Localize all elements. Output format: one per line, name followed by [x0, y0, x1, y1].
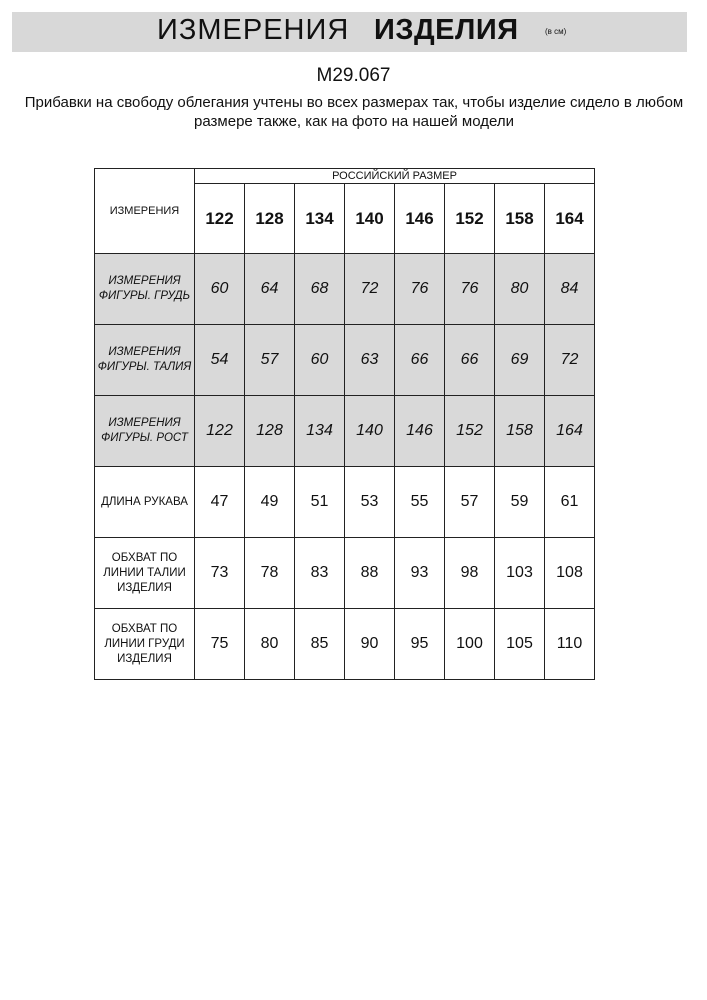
table-row — [95, 467, 595, 538]
table-row — [95, 254, 595, 325]
table-row — [95, 609, 595, 680]
value-cell: 164 — [545, 396, 595, 467]
value-cell: 80 — [245, 609, 295, 680]
value-cell: 158 — [495, 396, 545, 467]
row-label: ИЗМЕРЕНИЯ ФИГУРЫ. ГРУДЬ — [95, 254, 195, 325]
row-label: ДЛИНА РУКАВА — [95, 467, 195, 538]
value-cell: 72 — [345, 254, 395, 325]
value-cell: 75 — [195, 609, 245, 680]
value-cell: 84 — [545, 254, 595, 325]
value-cell: 83 — [295, 538, 345, 609]
value-cell: 57 — [445, 467, 495, 538]
row-label: ИЗМЕРЕНИЯ ФИГУРЫ. ТАЛИЯ — [95, 325, 195, 396]
value-cell: 59 — [495, 467, 545, 538]
value-cell: 90 — [345, 609, 395, 680]
header-title-bold: ИЗДЕЛИЯ — [374, 14, 519, 46]
size-header-cell: 152 — [445, 184, 495, 254]
corner-label: ИЗМЕРЕНИЯ — [95, 169, 195, 254]
value-cell: 60 — [295, 325, 345, 396]
value-cell: 152 — [445, 396, 495, 467]
value-cell: 66 — [395, 325, 445, 396]
row-label: ОБХВАТ ПО ЛИНИИ ТАЛИИ ИЗДЕЛИЯ — [95, 538, 195, 609]
header-title-light: ИЗМЕРЕНИЯ — [157, 14, 350, 46]
value-cell: 95 — [395, 609, 445, 680]
value-cell: 55 — [395, 467, 445, 538]
value-cell: 47 — [195, 467, 245, 538]
value-cell: 134 — [295, 396, 345, 467]
value-cell: 146 — [395, 396, 445, 467]
value-cell: 140 — [345, 396, 395, 467]
value-cell: 72 — [545, 325, 595, 396]
value-cell: 88 — [345, 538, 395, 609]
value-cell: 76 — [395, 254, 445, 325]
table-row — [95, 325, 595, 396]
value-cell: 49 — [245, 467, 295, 538]
value-cell: 105 — [495, 609, 545, 680]
value-cell: 69 — [495, 325, 545, 396]
size-header-cell: 158 — [495, 184, 545, 254]
value-cell: 66 — [445, 325, 495, 396]
size-header-cell: 134 — [295, 184, 345, 254]
group-label: РОССИЙСКИЙ РАЗМЕР — [195, 169, 595, 184]
table-row — [95, 396, 595, 467]
table-header-row — [95, 169, 595, 184]
value-cell: 122 — [195, 396, 245, 467]
value-cell: 93 — [395, 538, 445, 609]
value-cell: 78 — [245, 538, 295, 609]
value-cell: 103 — [495, 538, 545, 609]
value-cell: 98 — [445, 538, 495, 609]
size-table — [94, 168, 595, 680]
value-cell: 57 — [245, 325, 295, 396]
article-code: M29.067 — [316, 65, 391, 86]
value-cell: 61 — [545, 467, 595, 538]
header-band — [12, 12, 687, 52]
value-cell: 108 — [545, 538, 595, 609]
value-cell: 51 — [295, 467, 345, 538]
value-cell: 100 — [445, 609, 495, 680]
size-header-cell: 146 — [395, 184, 445, 254]
value-cell: 80 — [495, 254, 545, 325]
value-cell: 53 — [345, 467, 395, 538]
value-cell: 54 — [195, 325, 245, 396]
value-cell: 64 — [245, 254, 295, 325]
value-cell: 110 — [545, 609, 595, 680]
fit-note: Прибавки на свободу облегания учтены во всех размерах так, чтобы изделие сидело в любом размере также, как на фото на нашей модели — [24, 94, 684, 130]
value-cell: 63 — [345, 325, 395, 396]
value-cell: 68 — [295, 254, 345, 325]
value-cell: 76 — [445, 254, 495, 325]
row-label: ОБХВАТ ПО ЛИНИИ ГРУДИ ИЗДЕЛИЯ — [95, 609, 195, 680]
value-cell: 73 — [195, 538, 245, 609]
table-row — [95, 538, 595, 609]
value-cell: 60 — [195, 254, 245, 325]
size-header-cell: 140 — [345, 184, 395, 254]
value-cell: 128 — [245, 396, 295, 467]
size-header-cell: 128 — [245, 184, 295, 254]
row-label: ИЗМЕРЕНИЯ ФИГУРЫ. РОСТ — [95, 396, 195, 467]
unit-note: (в см) — [545, 27, 567, 36]
table-body — [95, 254, 595, 680]
value-cell: 85 — [295, 609, 345, 680]
size-header-cell: 122 — [195, 184, 245, 254]
size-header-cell: 164 — [545, 184, 595, 254]
